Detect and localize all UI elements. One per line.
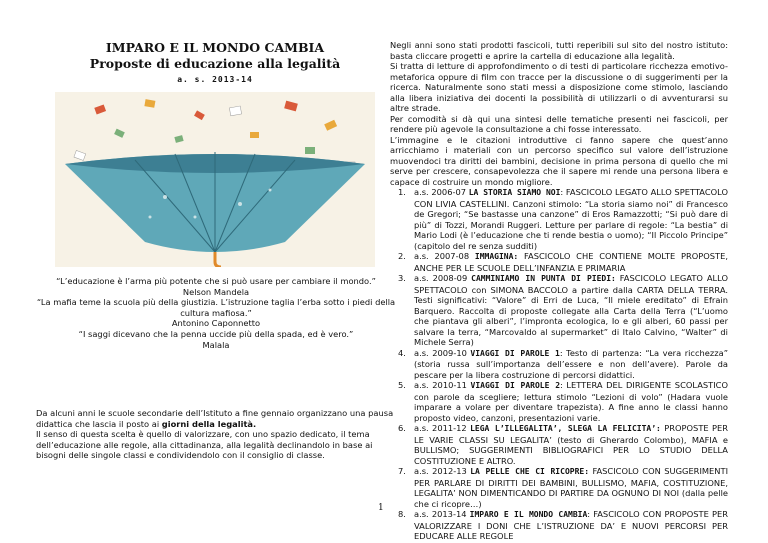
document-subtitle: Proposte di educazione alla legalità [89, 56, 341, 71]
quote-author-malala: Malala [202, 339, 230, 350]
list-item: 6. a.s. 2011-12 LEGA L’ILLEGALITA’, SLEGA LA FELICITA’: PROPOSTE PER LE VARIE CLASSI SU LEGALITA’ (testo di Gherardo Colombo), MAFIA e BULLISMO; SUGGERIMENTI BIBLIOGRAFICI PER LO STUDIO DELLA COSTITUZIONE E ALTRO. [398, 423, 729, 466]
list-item: 5. a.s. 2010-11 VIAGGI DI PAROLE 2: LETTERA DEL DIRIGENTE SCOLASTICO con parole da scegliere; lettura stimolo “Lezioni di volo” (Hadara vuole imparare a volare per diventare trapezista). A fine anno le classi hanno proposto video, canzoni, presentazioni varie. [398, 380, 728, 423]
list-item: 7. a.s. 2012-13 LA PELLE CHE CI RICOPRE: FASCICOLO CON SUGGERIMENTI PER PARLARE DI DIRITTI DEI BAMBINI, BULLISMO, MAFIA, COSTITUZIONE, LEGALITA’ NON DIMENTICANDO DI PARTIRE DA OGNUNO DI NOI (dalla pelle che ci ricopre…) [398, 466, 729, 509]
page-number: 1 [378, 503, 384, 513]
list-item: 3. a.s. 2008-09 CAMMINIAMO IN PUNTA DI PIEDI: FASCICOLO LEGATO ALLO SPETTACOLO con SIMONA BACCOLO a partire dalla CARTA DELLA TERRA. Testi significativi: “Valore” di Erri de Luca, “Il miele ereditato” di Efrain Barquero. Raccolta di proposte collegate alla Carta della Terra (“L’uomo che piantava gli alberi”, l’impronta ecologica, Io e gli alberi, 60 passi per salvare la terra, “Marcovaldo al supermarket” di Italo Calvino, “Walter” di Michele Serra) [398, 273, 728, 347]
document-title: IMPARO E IL MONDO CAMBIA [105, 40, 325, 55]
intro-text [36, 408, 396, 461]
quote-caponnetto-line2: cultura mafiosa.” [180, 307, 252, 318]
quote-author-mandela: Nelson Mandela [182, 286, 250, 297]
intro-paragraph-1: Da alcuni anni le scuole secondarie dell’Istituto a fine gennaio organizzano una pausa didattica che lascia il posto ai giorni della legalità. [36, 408, 394, 429]
right-paragraph: Negli anni sono stati prodotti fascicoli, tutti reperibili sul sito del nostro istituto: basta cliccare progetti e aprire la cartella di educazione alla legalità. [390, 40, 728, 61]
quote-caponnetto-line1: “La mafia teme la scuola più della giustizia. L’istruzione taglia l’erba sotto i piedi della [36, 297, 396, 308]
list-item: 4. a.s. 2009-10 VIAGGI DI PAROLE 1: Testo di partenza: “La vera ricchezza” (storia russa sull’importanza dell’essere e non dell’avere). Parole da pescare per la libera costruzione di percorsi didattici. [398, 347, 728, 380]
right-paragraph: Per comodità si dà qui una sintesi delle tematiche presenti nei fascicoli, per rendere più agevole la consultazione a chi fosse interessato. [390, 113, 728, 134]
quote-malala: “I saggi dicevano che la penna uccide più della spada, ed è vero.” [78, 328, 354, 339]
right-paragraph: Si tratta di letture di approfondimento o di testi di particolare ricchezza emotivo-metaforica oppure di film con tracce per la discussione o di suggerimenti per la ricerca. Naturalmente sono stati messi a disposizione come stimolo, lasciando alla libera iniziativa dei docenti la possibilità di utilizzarli o di avventurarsi su altre strade. [390, 61, 728, 113]
right-column [390, 40, 728, 542]
quote-mandela: “L’educazione è l’arma più potente che si può usare per cambiare il mondo.” [56, 276, 376, 286]
list-item: 2. a.s. 2007-08 IMMAGINA: FASCICOLO CHE CONTIENE MOLTE PROPOSTE, ANCHE PER LE SCUOLE DELL’INFANZIA E PRIMARIA [398, 251, 728, 273]
intro-paragraph-2: Il senso di questa scelta è quello di valorizzare, con uno spazio dedicato, il tema dell’educazione alle regole, alla cittadinanza, alla legalità declinandolo in base ai bisogni delle singole classi e condividendolo con il consiglio di classe. [36, 429, 373, 461]
booklet-list [390, 187, 728, 542]
list-item: 8. a.s. 2013-14 IMPARO E IL MONDO CAMBIA: FASCICOLO CON PROPOSTE PER VALORIZZARE I DONI CHE L’ISTRUZIONE DA’ E NUOVI PERCORSI PER EDUCARE ALLE REGOLE [398, 509, 729, 541]
right-paragraph: L’immagine e le citazioni introduttive ci fanno sapere che quest’anno arricchiamo i materiali con un percorso specifico sul valore dell’istruzione muovendoci tra diritti dei bambini, decisione in prima persona di quello che mi serve per crescere, consapevolezza che il sapere mi rende una persona libera e capace di costruire un mondo migliore. [390, 134, 728, 187]
list-item: 1. a.s. 2006-07 LA STORIA SIAMO NOI: FASCICOLO LEGATO ALLO SPETTACOLO CON LIVIA CASTELLINI. Canzoni stimolo: “La storia siamo noi” di Francesco de Gregori; “Se bastasse una canzone” di Eros Ramazzotti; “Si può dare di più” di Tozzi, Morandi Ruggeri. Letture per parlare di regole: “La bestia” di Mario Lodi (è l’educazione che ti rende bestia o uomo); “Il Piccolo Principe” (capitolo del re senza sudditi) [398, 187, 729, 251]
school-year: a. s. 2013-14 [177, 75, 253, 84]
quotes-block [36, 276, 396, 350]
quote-author-caponnetto: Antonino Caponnetto [171, 318, 261, 329]
umbrella-with-books-illustration [55, 92, 375, 267]
